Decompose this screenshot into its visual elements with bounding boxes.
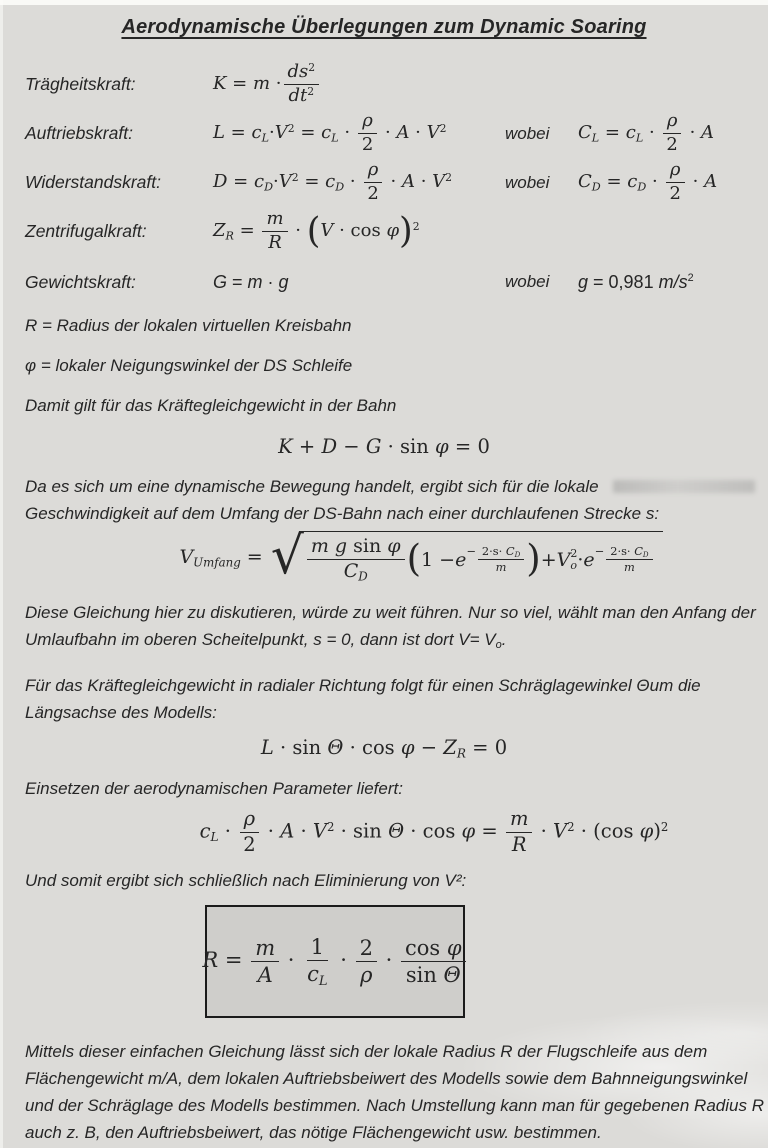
force-label-auftriebskraft: Auftriebskraft: (25, 123, 133, 143)
subscript-o: o (495, 638, 502, 651)
result-box (202, 905, 465, 1018)
centrifugal-formula: ZR = $\frac{m}{R}$ · (V · cos φ) 2 (213, 208, 420, 253)
paragraph-insert-parameters (25, 776, 743, 803)
force-label-widerstandskraft: Widerstandskraft: (25, 172, 162, 192)
document-content (0, 61, 768, 1146)
paragraph-line: Diese Gleichung hier zu diskutieren, würde zu weit führen. Nur so viel, wählt man den Anfang der (25, 603, 756, 623)
lift-coefficient-formula: CL = cL · $\frac{\rho}{2}$ · A (578, 110, 715, 155)
paragraph-radial-balance (25, 673, 743, 726)
drag-formula: D = cD·V 2 = cD · $\frac{\rho}{2}$ · A · V 2 (213, 159, 453, 204)
paragraph-dynamic-motion (25, 474, 743, 527)
symbol-definitions (25, 315, 743, 417)
paragraph-line: Mittels dieser einfachen Gleichung lässt sich der lokale Radius R der Flugschleife aus dem (25, 1041, 708, 1061)
force-label-zentrifugalkraft: Zentrifugalkraft: (25, 221, 147, 241)
paragraph-line: Einsetzen der aerodynamischen Parameter liefert: (25, 778, 403, 798)
weight-formula: G = m · g (213, 271, 289, 292)
force-row-gewichtskraft (25, 265, 743, 299)
paragraph-line: und der Schräglage des Modells bestimmen. Nach Umstellung kann man für gegebenen Radius R (25, 1095, 764, 1115)
force-label-traegheitskraft: Trägheitskraft: (25, 74, 136, 94)
drag-coefficient-formula: CD = cD · $\frac{\rho}{2}$ · A (578, 159, 718, 204)
balance-intro-text: Damit gilt für das Kräftegleichgewicht in der Bahn (25, 396, 397, 415)
force-row-auftriebskraft (25, 110, 743, 157)
paragraph-discussion (25, 600, 756, 658)
paragraph-line: Umlaufbahn im oberen Scheitelpunkt, s = 0, dann ist dort V= V (25, 629, 496, 649)
inertia-formula: K = m · ds 2 dt 2 (213, 62, 505, 106)
force-row-traegheitskraft (25, 61, 743, 108)
force-label-gewichtskraft: Gewichtskraft: (25, 271, 136, 292)
definition-radius: R = Radius der lokalen virtuellen Kreisbahn (25, 316, 352, 335)
lift-formula: L = cL·V 2 = cL · $\frac{\rho}{2}$ · A · V 2 (213, 110, 447, 155)
radius-result-equation: R = $\frac{m}{A}$ · $\frac{1}{cL}$ · $\frac{2}{\rho}$ · $\frac{\text{cos φ}}{\text{sin Θ}}$ (202, 935, 467, 988)
paragraph-line: . (501, 629, 507, 649)
force-row-zentrifugalkraft (25, 208, 743, 255)
paragraph-line: Geschwindigkeit auf dem Umfang der DS-Bahn nach einer durchlaufenen Strecke s: (25, 503, 660, 523)
vumfang-equation: VUmfang = √ $\frac{\text{m g sin φ}}{CD}$ ( 1 − e − $\frac{2\cdot s\cdot CD}{m}$ ) + V 2 o · e − $\frac{2\cdot s\cdot CD}{m}$ (25, 531, 743, 585)
wobei-label: wobei (505, 172, 550, 192)
radial-balance-equation: L · sin Θ · cos φ − ZR = 0 (260, 736, 508, 761)
wobei-label: wobei (505, 123, 550, 143)
balance-equation: K + D − G · sin φ = 0 (278, 435, 490, 458)
paragraph-line: Und somit ergibt sich schließlich nach Eliminierung von V²: (25, 871, 467, 891)
paragraph-line: Längsachse des Modells: (25, 702, 217, 722)
force-definitions (25, 61, 743, 299)
scan-artifact (613, 480, 755, 493)
wobei-label: wobei (505, 272, 550, 291)
gravity-constant: g = 0,981 m/s 2 (578, 271, 694, 292)
paragraph-line: Da es sich um eine dynamische Bewegung handelt, ergibt sich für die lokale (25, 477, 599, 496)
paragraph-elimination (25, 868, 743, 895)
page-title: Aerodynamische Überlegungen zum Dynamic Soaring (121, 16, 647, 38)
paragraph-conclusion (25, 1038, 764, 1146)
definition-phi: φ = lokaler Neigungswinkel der DS Schleife (25, 356, 353, 375)
aero-parameter-equation: cL · $\frac{\rho}{2}$ · A · V 2 · sin Θ · cos φ = $\frac{m}{R}$ · V 2 · (cos φ) 2 (199, 807, 669, 856)
paragraph-line: Flächengewicht m/A, dem lokalen Auftriebsbeiwert des Modells sowie dem Bahnneigungswinkel (25, 1068, 748, 1088)
paragraph-line: Für das Kräftegleichgewicht in radialer Richtung folgt für einen Schräglagewinkel Θum die (25, 676, 701, 696)
paragraph-line: auch z. B, den Auftriebsbeiwert, das nötige Flächengewicht usw. bestimmen. (25, 1122, 602, 1142)
force-row-widerstandskraft (25, 159, 743, 206)
